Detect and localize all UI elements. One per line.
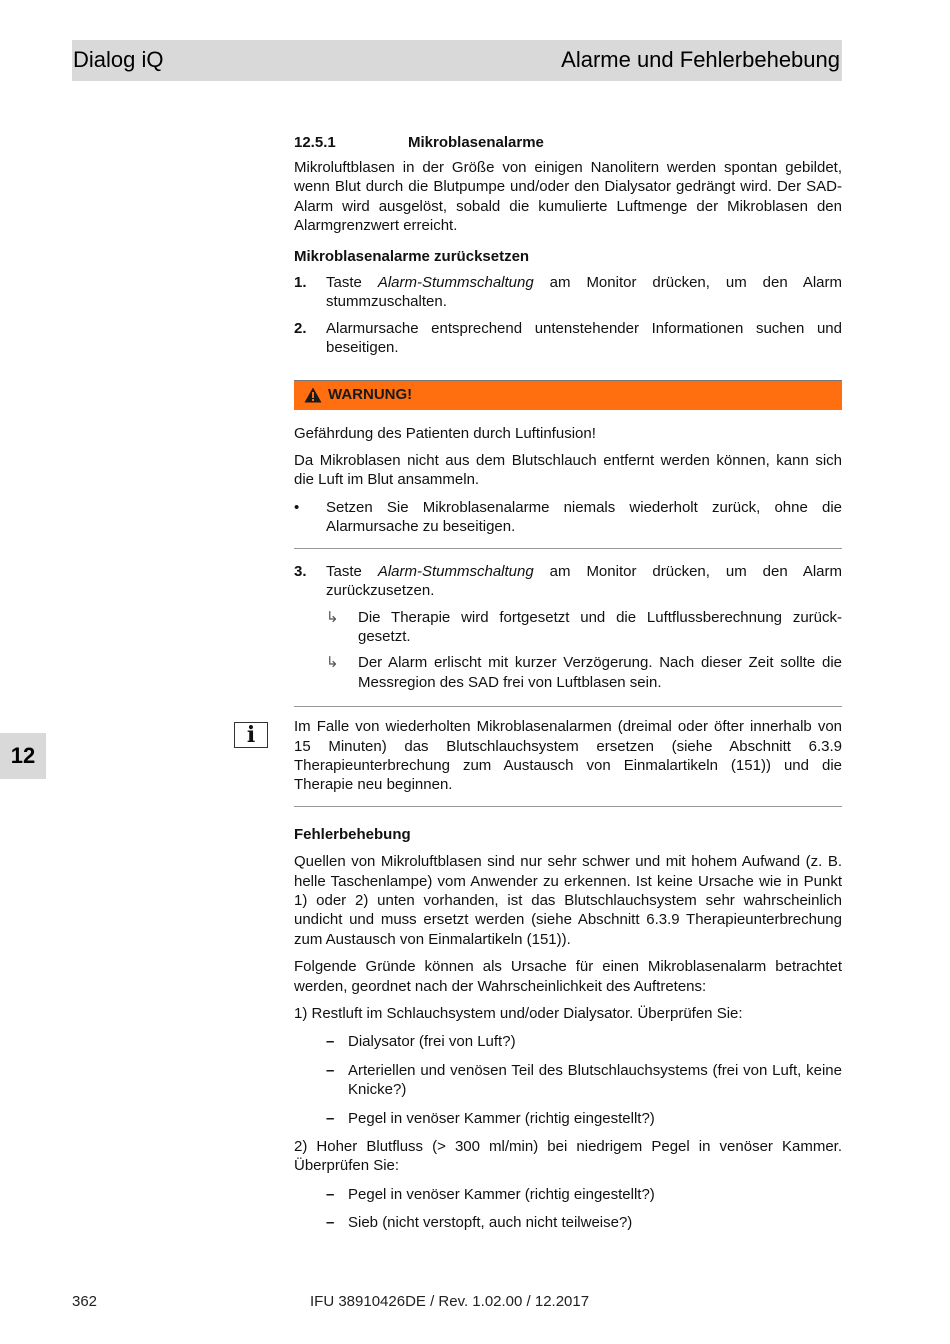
check-item [294, 1109, 842, 1128]
result-arrow-icon: ↳ [326, 608, 339, 626]
main-content [294, 133, 842, 1233]
reset-step-2 [294, 319, 842, 358]
warning-banner [294, 381, 842, 410]
cause-1: 1) Restluft im Schlauchsystem und/oder Dialysator. Überprüfen Sie: [294, 1005, 743, 1022]
warning-consequence: Da Mikroblasen nicht aus dem Blutschlauch entfernt werden können, kann sich die Luft im Blut ansammeln. [294, 452, 842, 489]
chapter-title: Alarme und Fehlerbehebung [561, 47, 840, 72]
dash-marker: – [326, 1185, 335, 1203]
dash-marker: – [326, 1061, 335, 1079]
step-number: 1. [294, 274, 307, 292]
check-item [294, 1032, 842, 1051]
warning-box [294, 380, 842, 549]
page-number: 362 [72, 1293, 98, 1310]
info-bottom-rule [294, 806, 842, 807]
result-text: Die Therapie wird fortgesetzt und die Luftflussberechnung zurück-gesetzt. [358, 608, 842, 645]
section-number: 12.5.1 [294, 134, 336, 151]
key-name: Alarm-Stummschaltung [377, 562, 534, 580]
check-item-text: Sieb (nicht verstopft, auch nicht teilweise?) [348, 1214, 633, 1232]
troubleshooting-heading: Fehlerbehebung [294, 825, 411, 843]
dash-marker: – [326, 1214, 335, 1232]
step-text: Taste Alarm-Stummschaltung am Monitor drücken, um den Alarm stummzuschalten. [326, 274, 842, 311]
step-text: Alarmursache entsprechend untenstehender Informationen suchen und beseitigen. [326, 319, 842, 357]
check-item [294, 1061, 842, 1100]
info-text: Im Falle von wiederholten Mikroblasenalarmen (dreimal oder öfter innerhalb von 15 Minuten) das Blutschlauchsystem ersetzen (siehe Abschnitt 6.3.9 Therapieunterbrechung zum Austausch von Einmalartikeln (151)) und die Therapie neu beginnen. [294, 718, 842, 794]
step-number: 3. [294, 562, 307, 580]
reset-step-3 [294, 562, 842, 601]
key-name: Alarm-Stummschaltung [377, 274, 534, 292]
reset-heading: Mikroblasenalarme zurücksetzen [294, 247, 530, 265]
warning-triangle-icon [304, 387, 322, 403]
chapter-tab: 12 [0, 733, 46, 779]
warning-bottom-rule [294, 548, 842, 549]
section-intro: Mikroluftblasen in der Größe von einigen Nanolitern werden spontan gebildet, wenn Blut durch die Blutpumpe und/oder den Dialysator gedrängt wird. Der SAD-Alarm wird ausgelöst, sobald die kumulierte Luftmenge der Mikroblasen den Alarmgrenzwert erreicht. [294, 159, 842, 235]
check-item-text: Pegel in venöser Kammer (richtig eingestellt?) [348, 1185, 655, 1203]
check-item-text: Dialysator (frei von Luft?) [348, 1033, 516, 1051]
info-top-rule [294, 706, 842, 707]
warning-label: WARNUNG! [328, 386, 413, 404]
step-result [294, 608, 842, 647]
reset-step-1 [294, 273, 842, 312]
troubleshooting-paragraph: Quellen von Mikroluftblasen sind nur sehr schwer und mit hohem Aufwand (z. B. helle Taschenlampe) vom Anwender zu erkennen. Ist keine Ursache wie in Punkt 1) oder 2) unten vorhanden, ist das Blutschlauchsystem sehr wahrscheinlich undicht und muss ersetzt werden (siehe Abschnitt 6.3.9 Therapieunterbrechung zum Austausch von Einmalartikeln (151)). [294, 853, 842, 948]
check-item [294, 1185, 842, 1204]
document-reference: IFU 38910426DE / Rev. 1.02.00 / 12.2017 [310, 1293, 590, 1310]
causes-intro: Folgende Gründe können als Ursache für einen Mikroblasenalarm betrachtet werden, geordnet nach der Wahrscheinlichkeit des Auftretens: [294, 958, 842, 995]
check-item-text: Pegel in venöser Kammer (richtig eingestellt?) [348, 1109, 655, 1127]
cause-2: 2) Hoher Blutfluss (> 300 ml/min) bei niedrigem Pegel in venöser Kammer. Überprüfen Sie: [294, 1138, 842, 1175]
section-title: Mikroblasenalarme [408, 134, 544, 151]
warning-instruction-text: Setzen Sie Mikroblasenalarme niemals wiederholt zurück, ohne die Alarmursache zu beseitigen. [326, 498, 842, 536]
section-heading [294, 133, 842, 152]
warning-hazard: Gefährdung des Patienten durch Luftinfusion! [294, 424, 596, 442]
product-title: Dialog iQ [73, 47, 164, 72]
step-text: Taste Alarm-Stummschaltung am Monitor drücken, um den Alarm zurückzusetzen. [326, 562, 842, 600]
page-header [72, 40, 842, 81]
dash-marker: – [326, 1033, 335, 1051]
info-icon: i [234, 722, 268, 748]
result-arrow-icon: ↳ [326, 654, 339, 672]
result-text: Der Alarm erlischt mit kurzer Verzögerung. Nach dieser Zeit sollte die Messregion des SAD frei von Luftblasen sein. [358, 654, 842, 691]
bullet-marker: • [294, 498, 300, 516]
warning-instruction [294, 498, 842, 537]
step-result [294, 653, 842, 692]
step-number: 2. [294, 319, 307, 337]
check-item [294, 1213, 842, 1232]
check-item-text: Arteriellen und venösen Teil des Blutschlauchsystems (frei von Luft, keine Knicke?) [348, 1061, 842, 1099]
dash-marker: – [326, 1109, 335, 1127]
